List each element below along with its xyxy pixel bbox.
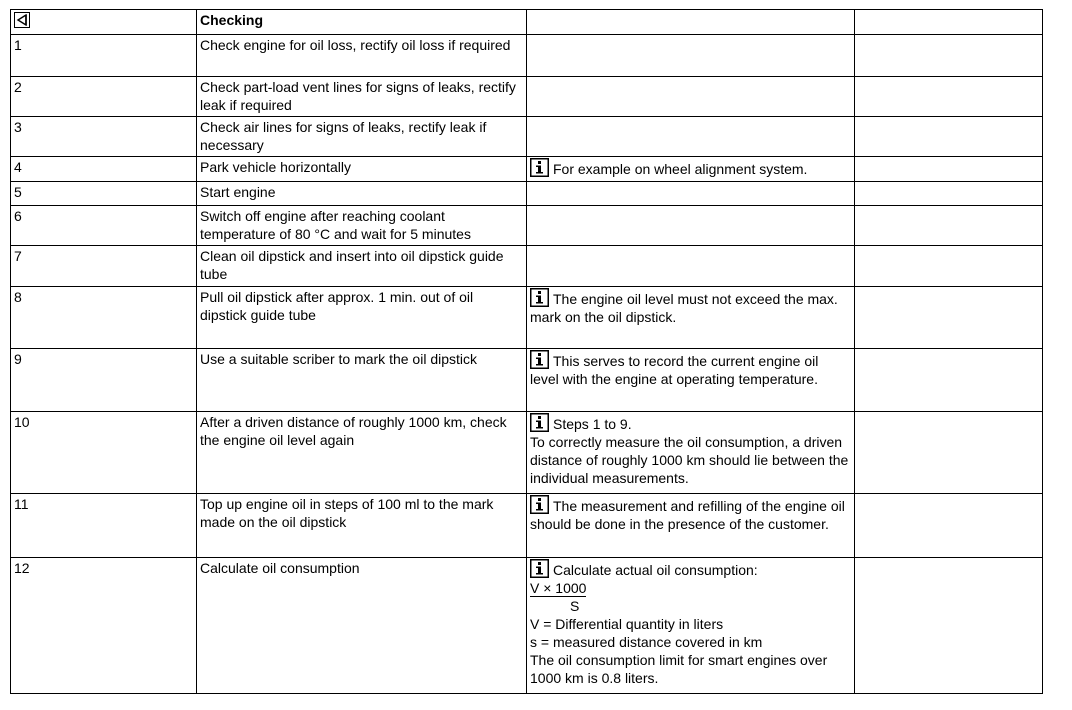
note-text: Calculate actual oil consumption: <box>553 562 758 578</box>
step-extra <box>855 157 1043 182</box>
step-row <box>11 412 1043 494</box>
step-extra <box>855 182 1043 206</box>
note-text: The measurement and refilling of the engine oil should be done in the presence of the customer. <box>530 498 845 532</box>
back-arrow-icon[interactable] <box>14 12 30 28</box>
step-number: 6 <box>11 206 197 246</box>
step-row <box>11 246 1043 287</box>
step-number: 1 <box>11 35 197 77</box>
step-extra <box>855 206 1043 246</box>
step-number: 8 <box>11 287 197 349</box>
step-extra <box>855 287 1043 349</box>
step-number: 9 <box>11 349 197 412</box>
step-note <box>527 182 855 206</box>
info-icon <box>530 350 549 369</box>
formula-legend-v: V = Differential quantity in liters <box>530 616 724 632</box>
step-extra <box>855 246 1043 287</box>
step-number: 7 <box>11 246 197 287</box>
step-text: Start engine <box>197 182 527 206</box>
section-title: Checking <box>197 10 527 35</box>
step-text: Top up engine oil in steps of 100 ml to the mark made on the oil dipstick <box>197 494 527 558</box>
step-extra <box>855 349 1043 412</box>
step-text: Check air lines for signs of leaks, rectify leak if necessary <box>197 117 527 157</box>
step-row <box>11 349 1043 412</box>
step-note <box>527 77 855 117</box>
step-number: 2 <box>11 77 197 117</box>
consumption-limit: The oil consumption limit for smart engines over 1000 km is 0.8 liters. <box>530 652 828 686</box>
step-number: 12 <box>11 558 197 694</box>
header-note-cell <box>527 10 855 35</box>
formula-denominator: S <box>570 598 580 614</box>
step-note <box>527 287 855 349</box>
step-note <box>527 349 855 412</box>
back-cell[interactable] <box>11 10 197 35</box>
step-note <box>527 206 855 246</box>
step-note <box>527 35 855 77</box>
step-number: 5 <box>11 182 197 206</box>
step-number: 4 <box>11 157 197 182</box>
step-row <box>11 157 1043 182</box>
step-row <box>11 558 1043 694</box>
step-number: 3 <box>11 117 197 157</box>
step-note <box>527 412 855 494</box>
note-text: For example on wheel alignment system. <box>553 161 808 177</box>
note-text: The engine oil level must not exceed the max. mark on the oil dipstick. <box>530 291 838 325</box>
step-extra <box>855 117 1043 157</box>
note-detail: To correctly measure the oil consumption, a driven distance of roughly 1000 km should lie between the individual measurements. <box>530 434 849 486</box>
step-text: Switch off engine after reaching coolant temperature of 80 °C and wait for 5 minutes <box>197 206 527 246</box>
step-text: After a driven distance of roughly 1000 km, check the engine oil level again <box>197 412 527 494</box>
step-extra <box>855 494 1043 558</box>
step-row <box>11 182 1043 206</box>
step-text: Pull oil dipstick after approx. 1 min. out of oil dipstick guide tube <box>197 287 527 349</box>
note-text: Steps 1 to 9. <box>553 416 632 432</box>
step-row <box>11 35 1043 77</box>
info-icon <box>530 413 549 432</box>
step-note <box>527 246 855 287</box>
step-text: Check part-load vent lines for signs of leaks, rectify leak if required <box>197 77 527 117</box>
info-icon <box>530 559 549 578</box>
step-text: Calculate oil consumption <box>197 558 527 694</box>
formula-numerator: V × 1000 <box>530 580 587 596</box>
formula <box>530 579 851 597</box>
step-row <box>11 117 1043 157</box>
info-icon <box>530 158 549 177</box>
step-row <box>11 287 1043 349</box>
step-note <box>527 157 855 182</box>
step-extra <box>855 35 1043 77</box>
step-number: 10 <box>11 412 197 494</box>
step-row <box>11 206 1043 246</box>
step-text: Use a suitable scriber to mark the oil dipstick <box>197 349 527 412</box>
step-text: Clean oil dipstick and insert into oil dipstick guide tube <box>197 246 527 287</box>
procedure-table <box>10 9 1043 694</box>
step-note <box>527 494 855 558</box>
step-text: Check engine for oil loss, rectify oil loss if required <box>197 35 527 77</box>
step-note <box>527 117 855 157</box>
header-extra-cell <box>855 10 1043 35</box>
step-extra <box>855 412 1043 494</box>
step-row <box>11 77 1043 117</box>
step-text: Park vehicle horizontally <box>197 157 527 182</box>
step-row <box>11 494 1043 558</box>
step-number: 11 <box>11 494 197 558</box>
info-icon <box>530 495 549 514</box>
step-extra <box>855 558 1043 694</box>
step-note <box>527 558 855 694</box>
note-text: This serves to record the current engine oil level with the engine at operating temperature. <box>530 353 819 387</box>
formula-legend-s: s = measured distance covered in km <box>530 634 763 650</box>
header-row <box>11 10 1043 35</box>
step-extra <box>855 77 1043 117</box>
info-icon <box>530 288 549 307</box>
